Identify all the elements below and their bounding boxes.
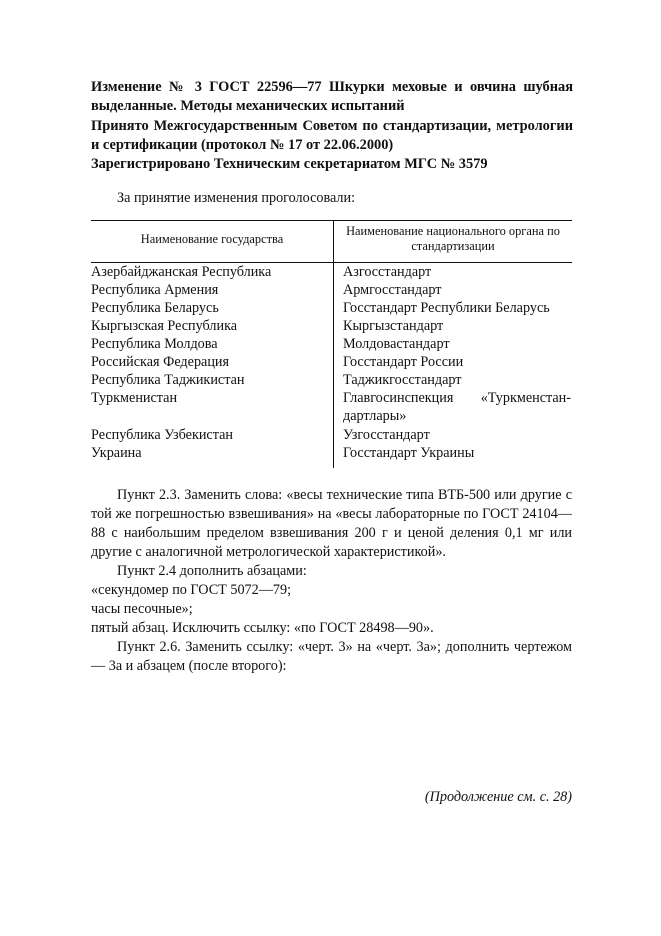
column-header-body: Наименование национального органа по стандартизации [346, 224, 560, 253]
table-cell-body: Кыргызстандарт [343, 318, 444, 334]
continuation-note: (Продолжение см. с. 28) [424, 789, 572, 805]
table-cell-body: Молдовастандарт [343, 336, 450, 352]
table-cell-state: Республика Молдова [91, 336, 218, 352]
paragraph-clause-2-4: Пункт 2.4 дополнить абзацами: [117, 563, 307, 579]
table-top-rule [91, 220, 572, 221]
paragraph-fifth-abzac: пятый абзац. Исключить ссылку: «по ГОСТ 28498—90». [91, 620, 434, 636]
table-cell-body: Таджикгосстандарт [343, 372, 462, 388]
table-cell-state: Кыргызская Республика [91, 318, 238, 334]
paragraph-clause-2-6: Пункт 2.6. Заменить ссылку: «черт. 3» на «черт. 3а»; дополнить чертежом — 3а и абзацем (после второго): [91, 639, 572, 674]
adoption-heading: Принято Межгосударственным Советом по стандартизации, метрологии и сертификации (протокол № 17 от 22.06.2000) [91, 118, 573, 153]
table-cell-body: Армгосстандарт [343, 282, 442, 298]
table-cell-state: Азербайджанская Республика [91, 264, 272, 280]
table-cell-body: Госстандарт Украины [343, 445, 475, 461]
table-cell-body: Госстандарт Республики Беларусь [343, 300, 550, 316]
registration-heading: Зарегистрировано Техническим секретариатом МГС № 3579 [91, 156, 488, 172]
table-cell-body: Главгосинспекция «Туркменстан-дартлары» [343, 390, 571, 424]
column-header-state: Наименование государства [140, 232, 284, 246]
table-column-divider [333, 221, 334, 468]
table-cell-state: Республика Беларусь [91, 300, 219, 316]
paragraph-hourglass: часы песочные»; [91, 601, 193, 617]
paragraph-clause-2-3: Пункт 2.3. Заменить слова: «весы технические типа ВТБ-500 или другие с той же погрешностью взвешивания» на «весы лабораторные по ГОСТ 24104—88 с наибольшим пределом взвешивания 200 г и ценой деления 0,1 мг или другие с аналогичной метрологической характеристикой». [91, 487, 572, 560]
voting-intro: За принятие изменения проголосовали: [117, 190, 356, 206]
table-cell-body: Госстандарт России [343, 354, 464, 370]
paragraph-stopwatch: «секундомер по ГОСТ 5072—79; [91, 582, 292, 598]
table-cell-body: Узгосстандарт [343, 427, 430, 443]
table-cell-state: Республика Узбекистан [91, 427, 233, 443]
table-cell-state: Туркменистан [91, 390, 178, 406]
table-cell-state: Республика Армения [91, 282, 219, 298]
table-cell-state: Российская Федерация [91, 354, 230, 370]
change-heading: Изменение № 3 ГОСТ 22596—77 Шкурки меховые и овчина шубная выделанные. Методы механических испытаний [91, 79, 573, 114]
table-cell-state: Республика Таджикистан [91, 372, 245, 388]
table-cell-body: Азгосстандарт [343, 264, 432, 280]
table-cell-state: Украина [91, 445, 142, 461]
